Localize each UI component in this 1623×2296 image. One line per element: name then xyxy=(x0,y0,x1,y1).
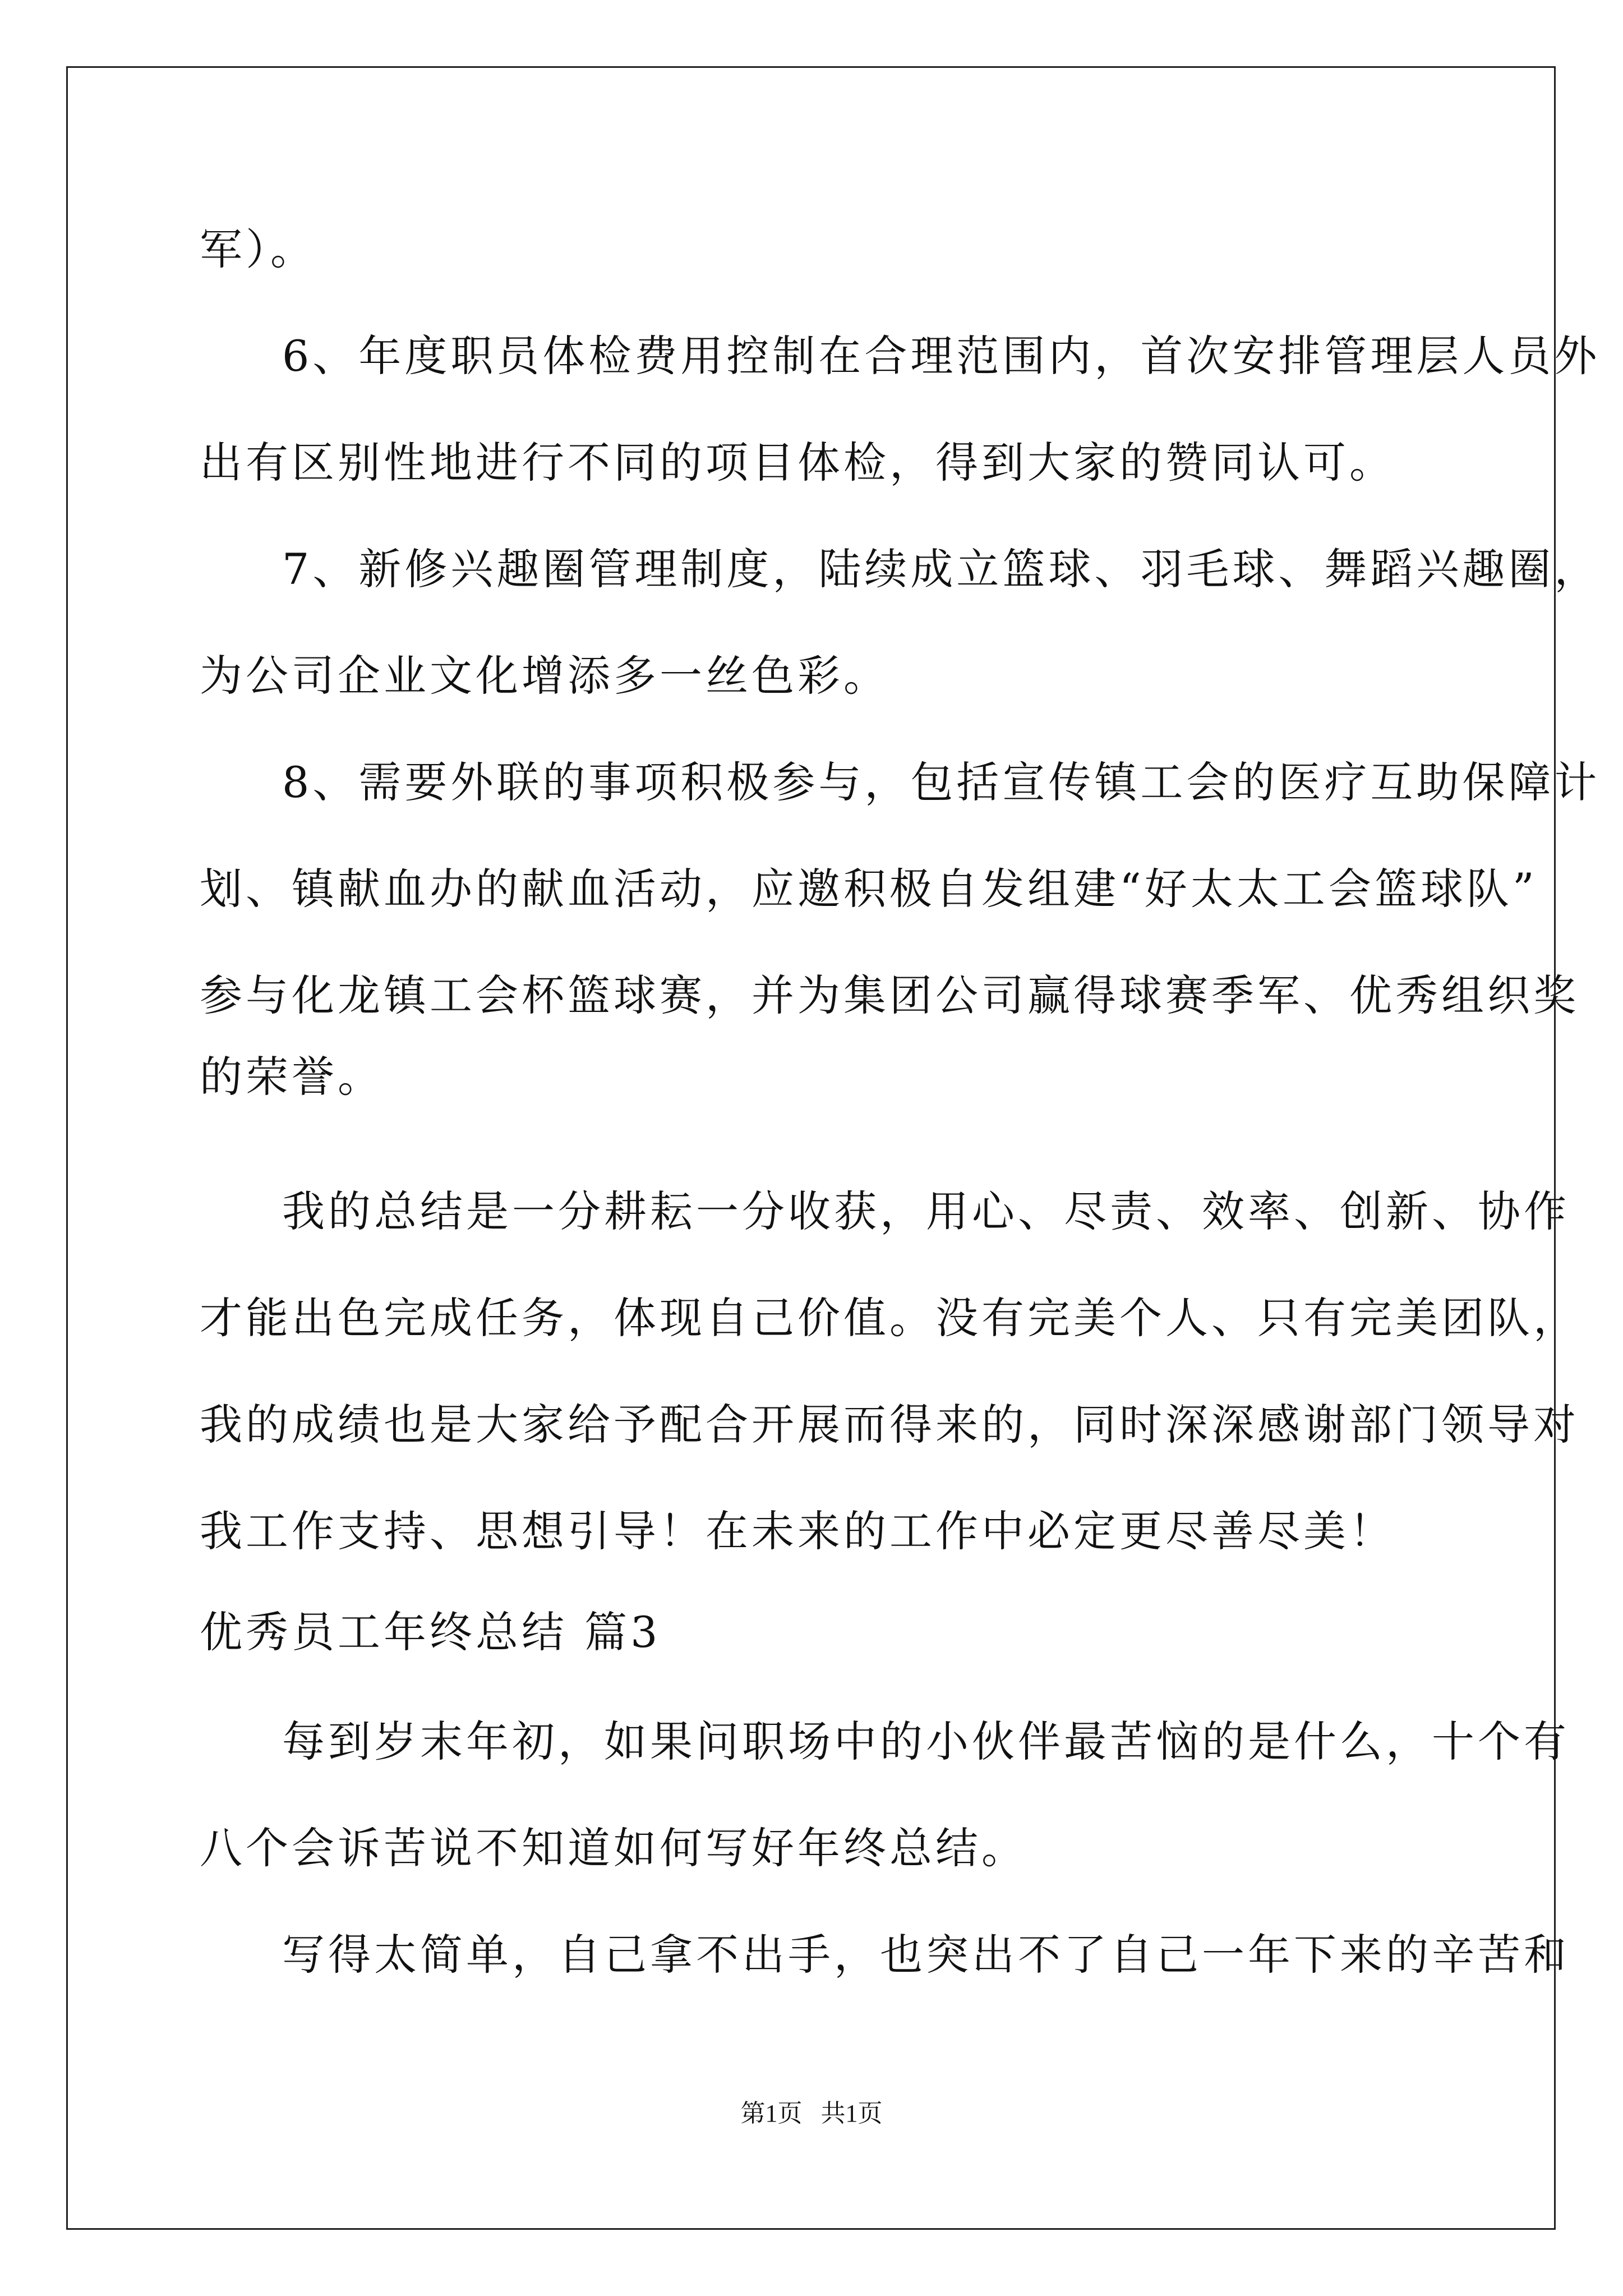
text-line: 我工作支持、思想引导！在未来的工作中必定更尽善尽美！ xyxy=(200,1506,1395,1556)
text-line: 每到岁末年初，如果问职场中的小伙伴最苦恼的是什么，十个有 xyxy=(282,1717,1570,1766)
text-line: 出有区别性地进行不同的项目体检，得到大家的赞同认可。 xyxy=(200,438,1395,487)
text-line: 为公司企业文化增添多一丝色彩。 xyxy=(200,651,889,701)
text-line: 参与化龙镇工会杯篮球赛，并为集团公司赢得球赛季军、优秀组织奖 xyxy=(200,970,1579,1020)
text-line: 7、新修兴趣圈管理制度，陆续成立篮球、羽毛球、舞蹈兴趣圈， xyxy=(282,544,1601,594)
text-line: 军）。 xyxy=(200,224,316,274)
text-line: 才能出色完成任务，体现自己价值。没有完美个人、只有完美团队， xyxy=(200,1293,1579,1343)
text-line: 6、年度职员体检费用控制在合理范围内，首次安排管理层人员外 xyxy=(282,331,1601,381)
text-line: 8、需要外联的事项积极参与，包括宣传镇工会的医疗互助保障计 xyxy=(282,757,1601,807)
page-border xyxy=(66,66,1556,2230)
page-number-footer: 第1页 共1页 xyxy=(740,2100,883,2127)
section-heading: 优秀员工年终总结 篇3 xyxy=(200,1607,661,1657)
text-line: 八个会诉苦说不知道如何写好年终总结。 xyxy=(200,1823,1027,1873)
text-line: 的荣誉。 xyxy=(200,1052,384,1102)
text-line: 我的总结是一分耕耘一分收获，用心、尽责、效率、创新、协作 xyxy=(282,1186,1570,1236)
text-line: 划、镇献血办的献血活动，应邀积极自发组建“好太太工会篮球队” xyxy=(200,864,1538,914)
text-line: 写得太简单，自己拿不出手，也突出不了自己一年下来的辛苦和 xyxy=(282,1930,1570,1980)
text-line: 我的成绩也是大家给予配合开展而得来的，同时深深感谢部门领导对 xyxy=(200,1400,1579,1450)
